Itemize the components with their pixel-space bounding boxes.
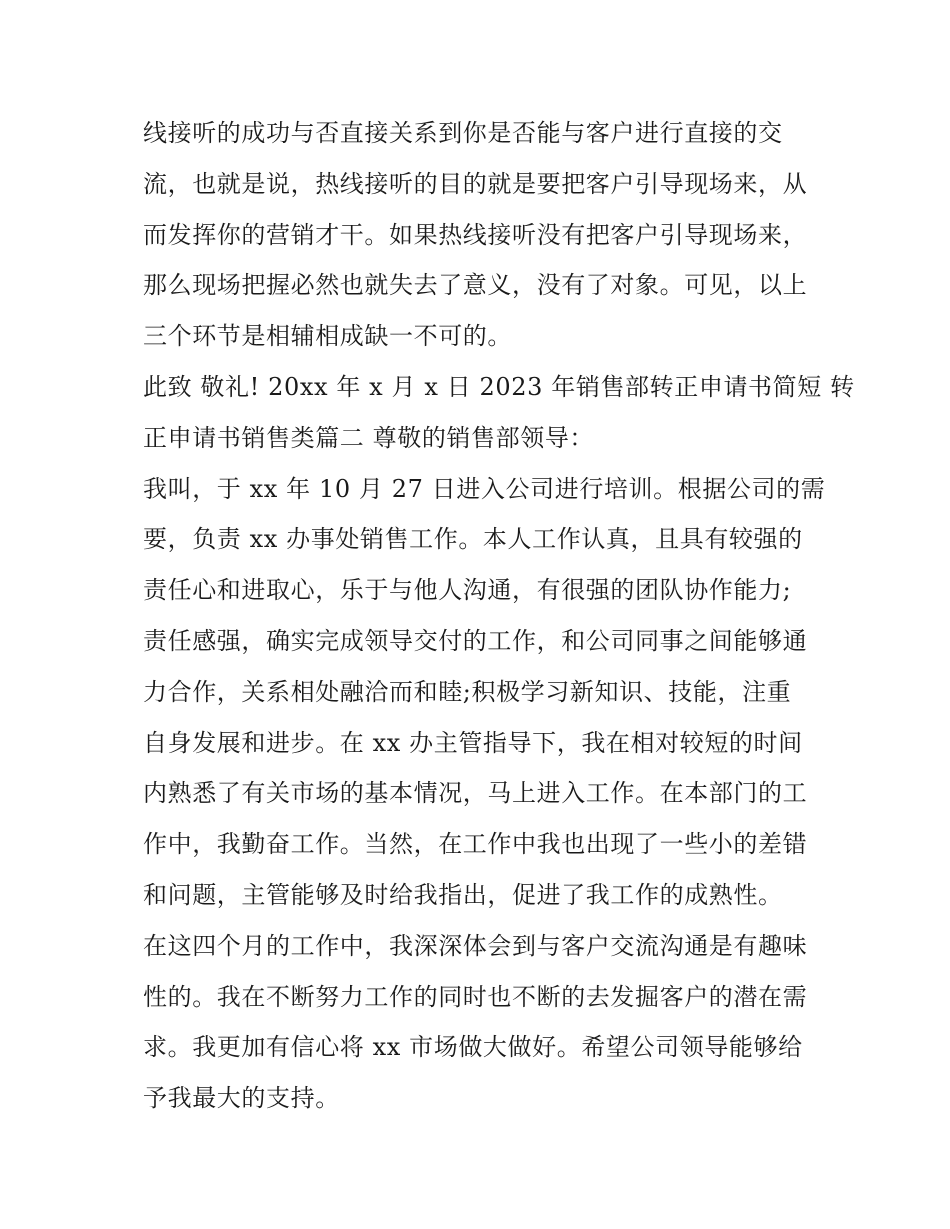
text-line: 自身发展和进步。在 xx 办主管指导下，我在相对较短的时间 [143,728,803,757]
text-line: 那么现场把握必然也就失去了意义，没有了对象。可见，以上 [143,271,808,300]
text-line: 流，也就是说，热线接听的目的就是要把客户引导现场来，从 [143,169,808,198]
text-line: 力合作，关系相处融洽而和睦;积极学习新知识、技能，注重 [143,677,792,706]
text-line: 求。我更加有信心将 xx 市场做大做好。希望公司领导能够给 [143,1033,803,1062]
text-line: 和问题，主管能够及时给我指出，促进了我工作的成熟性。 [143,880,783,909]
text-line: 线接听的成功与否直接关系到你是否能与客户进行直接的交 [143,119,783,147]
text-line: 要，负责 xx 办事处销售工作。本人工作认真，且具有较强的 [143,525,803,554]
text-line: 作中，我勤奋工作。当然，在工作中我也出现了一些小的差错 [143,830,808,859]
text-line: 正申请书销售类篇二 尊敬的销售部领导： [143,423,595,452]
text-line: 予我最大的支持。 [143,1084,340,1113]
text-line: 而发挥你的营销才干。如果热线接听没有把客户引导现场来， [143,220,808,249]
text-line: 此致 敬礼! 20xx 年 x 月 x 日 2023 年销售部转正申请书简短 转 [143,372,855,401]
text-line: 我叫，于 xx 年 10 月 27 日进入公司进行培训。根据公司的需 [143,474,826,503]
text-line: 在这四个月的工作中，我深深体会到与客户交流沟通是有趣味 [143,931,808,960]
text-line: 责任感强，确实完成领导交付的工作，和公司同事之间能够通 [143,626,808,655]
text-line: 性的。我在不断努力工作的同时也不断的去发掘客户的潜在需 [143,982,808,1011]
text-line: 责任心和进取心，乐于与他人沟通，有很强的团队协作能力; [143,576,792,605]
text-line: 内熟悉了有关市场的基本情况，马上进入工作。在本部门的工 [143,779,808,808]
text-line: 三个环节是相辅相成缺一不可的。 [143,322,512,351]
body-text [143,108,855,1124]
